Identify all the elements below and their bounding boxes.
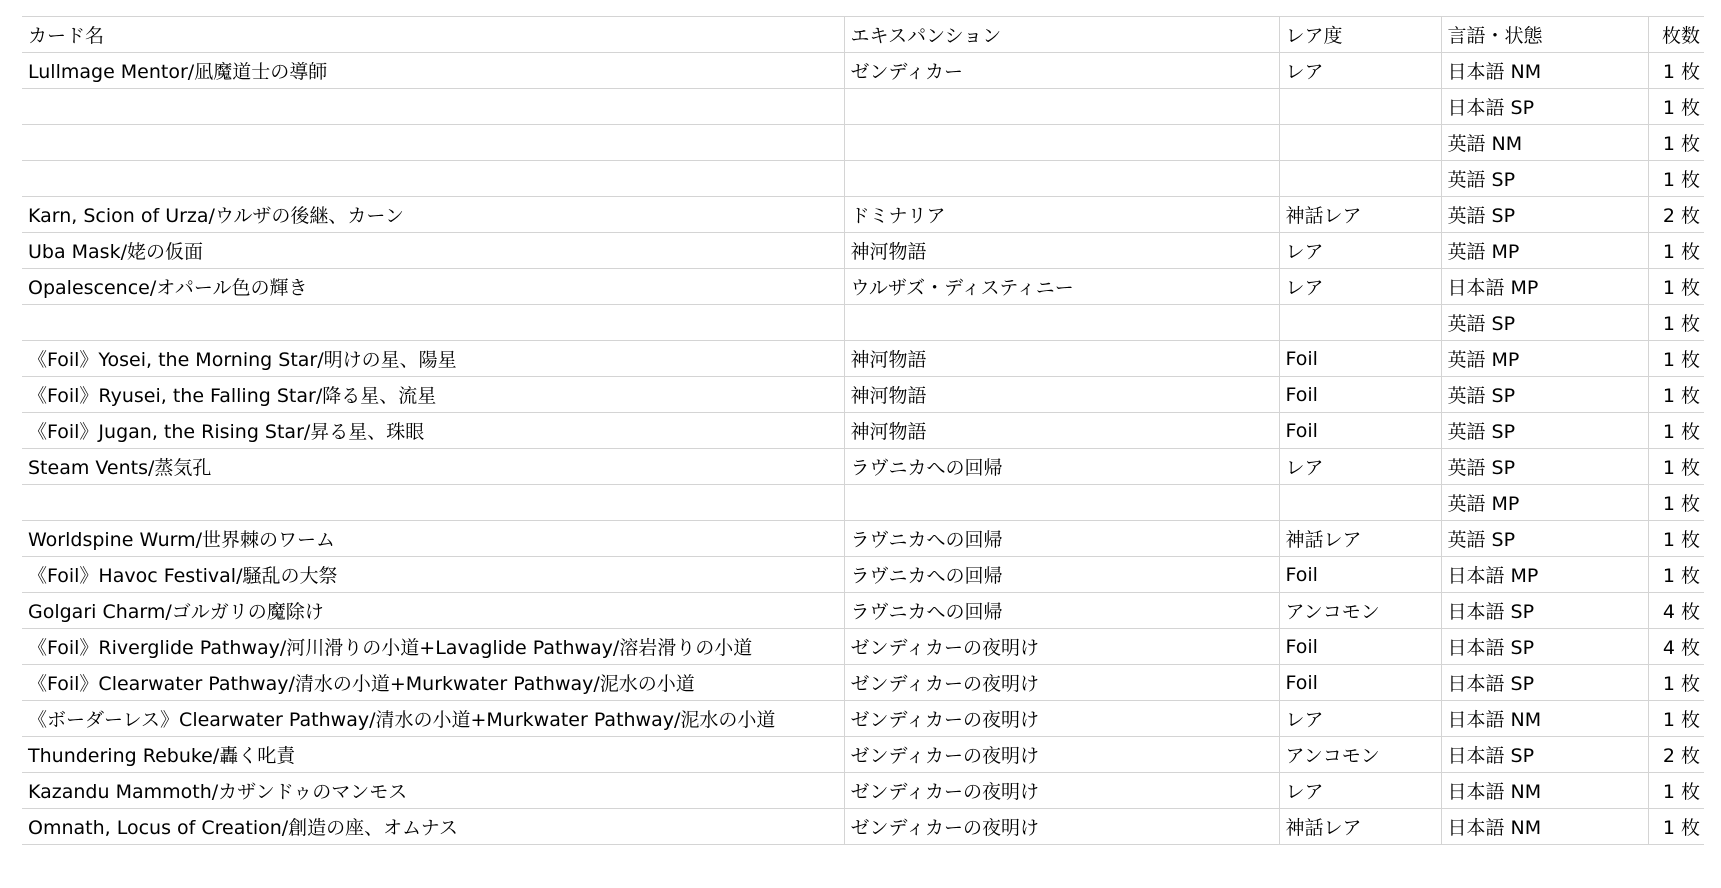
language-condition-cell: 英語 SP xyxy=(1441,305,1648,341)
quantity-cell: 1 枚 xyxy=(1648,449,1704,485)
expansion-cell: ドミナリア xyxy=(844,197,1279,233)
language-condition-cell: 日本語 NM xyxy=(1441,809,1648,845)
card-name-cell: Worldspine Wurm/世界棘のワーム xyxy=(22,521,844,557)
expansion-cell xyxy=(844,161,1279,197)
language-condition-cell: 英語 SP xyxy=(1441,161,1648,197)
table-row xyxy=(22,557,1704,593)
language-condition-cell: 日本語 NM xyxy=(1441,53,1648,89)
table-row xyxy=(22,737,1704,773)
rarity-cell: レア xyxy=(1279,53,1441,89)
table-row xyxy=(22,305,1704,341)
table-row xyxy=(22,197,1704,233)
card-name-cell: Lullmage Mentor/凪魔道士の導師 xyxy=(22,53,844,89)
table-row xyxy=(22,161,1704,197)
table-row xyxy=(22,269,1704,305)
quantity-cell: 4 枚 xyxy=(1648,629,1704,665)
rarity-cell: 神話レア xyxy=(1279,521,1441,557)
rarity-cell: Foil xyxy=(1279,413,1441,449)
card-name-cell xyxy=(22,89,844,125)
rarity-cell: レア xyxy=(1279,773,1441,809)
quantity-cell: 2 枚 xyxy=(1648,737,1704,773)
card-name-cell: 《Foil》Jugan, the Rising Star/昇る星、珠眼 xyxy=(22,413,844,449)
table-row xyxy=(22,593,1704,629)
language-condition-cell: 英語 SP xyxy=(1441,413,1648,449)
language-condition-cell: 日本語 NM xyxy=(1441,773,1648,809)
rarity-cell: Foil xyxy=(1279,341,1441,377)
expansion-cell: ゼンディカーの夜明け xyxy=(844,737,1279,773)
quantity-cell: 4 枚 xyxy=(1648,593,1704,629)
card-name-cell: Kazandu Mammoth/カザンドゥのマンモス xyxy=(22,773,844,809)
card-name-cell: Opalescence/オパール色の輝き xyxy=(22,269,844,305)
rarity-cell xyxy=(1279,485,1441,521)
card-name-cell xyxy=(22,305,844,341)
rarity-cell: 神話レア xyxy=(1279,197,1441,233)
expansion-cell: ゼンディカーの夜明け xyxy=(844,629,1279,665)
quantity-cell: 2 枚 xyxy=(1648,197,1704,233)
rarity-cell: アンコモン xyxy=(1279,593,1441,629)
card-name-cell: 《Foil》Clearwater Pathway/清水の小道+Murkwater Pathway/泥水の小道 xyxy=(22,665,844,701)
language-condition-cell: 日本語 SP xyxy=(1441,89,1648,125)
expansion-cell: ウルザズ・ディスティニー xyxy=(844,269,1279,305)
rarity-cell: レア xyxy=(1279,449,1441,485)
table-row xyxy=(22,485,1704,521)
expansion-cell: ラヴニカへの回帰 xyxy=(844,593,1279,629)
language-condition-cell: 英語 MP xyxy=(1441,233,1648,269)
quantity-cell: 1 枚 xyxy=(1648,53,1704,89)
card-name-cell xyxy=(22,125,844,161)
quantity-cell: 1 枚 xyxy=(1648,269,1704,305)
table-row xyxy=(22,521,1704,557)
quantity-cell: 1 枚 xyxy=(1648,161,1704,197)
table-row xyxy=(22,413,1704,449)
card-name-cell: 《Foil》Yosei, the Morning Star/明けの星、陽星 xyxy=(22,341,844,377)
table-row xyxy=(22,377,1704,413)
card-name-cell: Omnath, Locus of Creation/創造の座、オムナス xyxy=(22,809,844,845)
expansion-cell xyxy=(844,485,1279,521)
quantity-cell: 1 枚 xyxy=(1648,773,1704,809)
quantity-cell: 1 枚 xyxy=(1648,557,1704,593)
table-row xyxy=(22,701,1704,737)
table-row xyxy=(22,233,1704,269)
expansion-cell: 神河物語 xyxy=(844,413,1279,449)
rarity-cell xyxy=(1279,305,1441,341)
quantity-cell: 1 枚 xyxy=(1648,233,1704,269)
card-inventory-table xyxy=(22,16,1704,845)
language-condition-cell: 英語 SP xyxy=(1441,377,1648,413)
rarity-cell: Foil xyxy=(1279,629,1441,665)
language-condition-cell: 英語 NM xyxy=(1441,125,1648,161)
rarity-cell xyxy=(1279,125,1441,161)
expansion-cell xyxy=(844,89,1279,125)
header-quantity: 枚数 xyxy=(1648,17,1704,53)
table-row xyxy=(22,125,1704,161)
expansion-cell: ゼンディカー xyxy=(844,53,1279,89)
card-name-cell xyxy=(22,161,844,197)
card-name-cell: 《Foil》Ryusei, the Falling Star/降る星、流星 xyxy=(22,377,844,413)
rarity-cell: レア xyxy=(1279,269,1441,305)
card-name-cell: Karn, Scion of Urza/ウルザの後継、カーン xyxy=(22,197,844,233)
rarity-cell: アンコモン xyxy=(1279,737,1441,773)
quantity-cell: 1 枚 xyxy=(1648,521,1704,557)
language-condition-cell: 日本語 MP xyxy=(1441,269,1648,305)
quantity-cell: 1 枚 xyxy=(1648,89,1704,125)
rarity-cell: レア xyxy=(1279,701,1441,737)
language-condition-cell: 日本語 NM xyxy=(1441,701,1648,737)
quantity-cell: 1 枚 xyxy=(1648,305,1704,341)
expansion-cell: ゼンディカーの夜明け xyxy=(844,773,1279,809)
table-row xyxy=(22,665,1704,701)
language-condition-cell: 英語 MP xyxy=(1441,485,1648,521)
rarity-cell: レア xyxy=(1279,233,1441,269)
card-name-cell: 《ボーダーレス》Clearwater Pathway/清水の小道+Murkwater Pathway/泥水の小道 xyxy=(22,701,844,737)
header-row xyxy=(22,17,1704,53)
language-condition-cell: 日本語 SP xyxy=(1441,665,1648,701)
quantity-cell: 1 枚 xyxy=(1648,413,1704,449)
quantity-cell: 1 枚 xyxy=(1648,341,1704,377)
language-condition-cell: 日本語 MP xyxy=(1441,557,1648,593)
card-name-cell: Thundering Rebuke/轟く叱責 xyxy=(22,737,844,773)
table-row xyxy=(22,53,1704,89)
card-name-cell: 《Foil》Havoc Festival/騒乱の大祭 xyxy=(22,557,844,593)
header-card-name: カード名 xyxy=(22,17,844,53)
language-condition-cell: 英語 MP xyxy=(1441,341,1648,377)
card-name-cell: 《Foil》Riverglide Pathway/河川滑りの小道+Lavaglide Pathway/溶岩滑りの小道 xyxy=(22,629,844,665)
rarity-cell: 神話レア xyxy=(1279,809,1441,845)
expansion-cell xyxy=(844,125,1279,161)
language-condition-cell: 英語 SP xyxy=(1441,197,1648,233)
rarity-cell xyxy=(1279,161,1441,197)
expansion-cell: ゼンディカーの夜明け xyxy=(844,665,1279,701)
expansion-cell: ラヴニカへの回帰 xyxy=(844,557,1279,593)
table-row xyxy=(22,773,1704,809)
rarity-cell: Foil xyxy=(1279,377,1441,413)
table-row xyxy=(22,629,1704,665)
table-row xyxy=(22,809,1704,845)
language-condition-cell: 日本語 SP xyxy=(1441,629,1648,665)
quantity-cell: 1 枚 xyxy=(1648,485,1704,521)
rarity-cell: Foil xyxy=(1279,557,1441,593)
language-condition-cell: 英語 SP xyxy=(1441,521,1648,557)
table-row xyxy=(22,449,1704,485)
header-rarity: レア度 xyxy=(1279,17,1441,53)
expansion-cell: ゼンディカーの夜明け xyxy=(844,701,1279,737)
quantity-cell: 1 枚 xyxy=(1648,809,1704,845)
table-row xyxy=(22,89,1704,125)
quantity-cell: 1 枚 xyxy=(1648,377,1704,413)
card-name-cell: Uba Mask/姥の仮面 xyxy=(22,233,844,269)
card-name-cell: Golgari Charm/ゴルガリの魔除け xyxy=(22,593,844,629)
expansion-cell: ゼンディカーの夜明け xyxy=(844,809,1279,845)
expansion-cell: ラヴニカへの回帰 xyxy=(844,449,1279,485)
header-language-condition: 言語・状態 xyxy=(1441,17,1648,53)
card-name-cell: Steam Vents/蒸気孔 xyxy=(22,449,844,485)
expansion-cell xyxy=(844,305,1279,341)
language-condition-cell: 日本語 SP xyxy=(1441,737,1648,773)
table-row xyxy=(22,341,1704,377)
rarity-cell: Foil xyxy=(1279,665,1441,701)
expansion-cell: 神河物語 xyxy=(844,233,1279,269)
expansion-cell: 神河物語 xyxy=(844,341,1279,377)
expansion-cell: ラヴニカへの回帰 xyxy=(844,521,1279,557)
header-expansion: エキスパンション xyxy=(844,17,1279,53)
card-name-cell xyxy=(22,485,844,521)
quantity-cell: 1 枚 xyxy=(1648,125,1704,161)
quantity-cell: 1 枚 xyxy=(1648,665,1704,701)
quantity-cell: 1 枚 xyxy=(1648,701,1704,737)
language-condition-cell: 日本語 SP xyxy=(1441,593,1648,629)
rarity-cell xyxy=(1279,89,1441,125)
expansion-cell: 神河物語 xyxy=(844,377,1279,413)
language-condition-cell: 英語 SP xyxy=(1441,449,1648,485)
